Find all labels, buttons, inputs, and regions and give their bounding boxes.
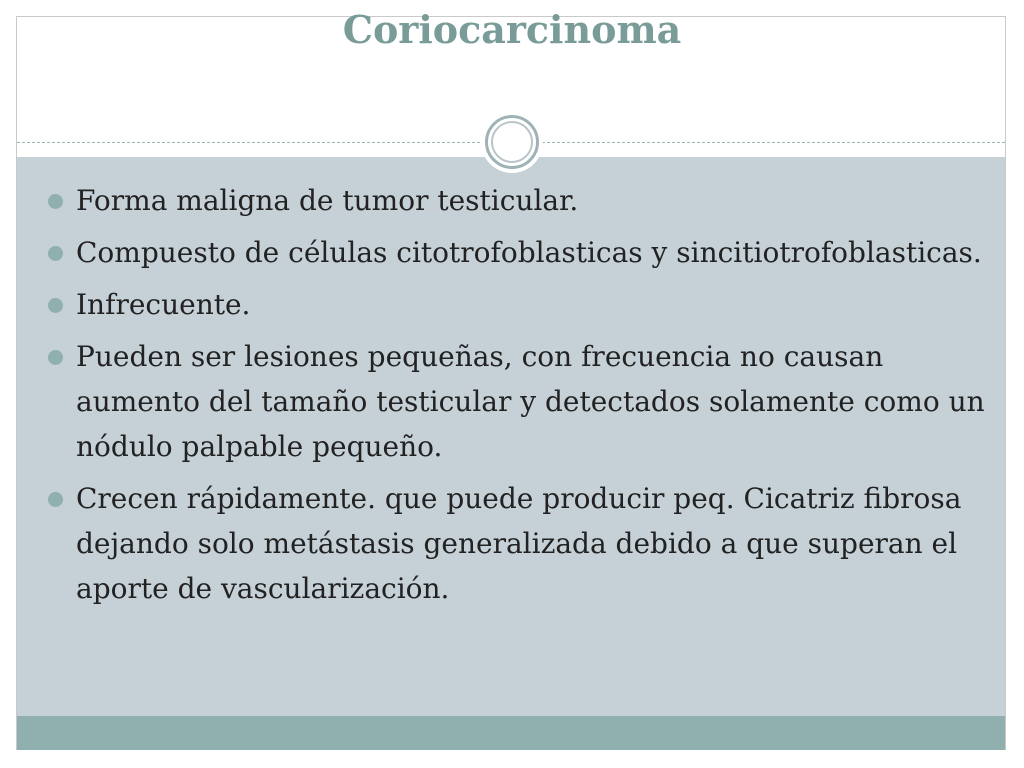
bullet-item — [45, 282, 985, 327]
bullet-text: Forma maligna de tumor testicular. — [76, 184, 579, 217]
bullet-icon — [48, 246, 63, 261]
bullet-icon — [48, 194, 63, 209]
bullet-icon — [48, 350, 63, 365]
bullet-icon — [48, 298, 63, 313]
bullet-text: Crecen rápidamente. que puede producir peq. Cicatriz fibrosa dejando solo metástasis generalizada debido a que superan el aporte de vascularización. — [76, 482, 962, 605]
bullet-item — [45, 230, 985, 275]
circle-ornament-inner-ring — [491, 121, 533, 163]
bullet-list — [45, 178, 985, 618]
bullet-text: Infrecuente. — [76, 288, 251, 321]
bullet-item — [45, 334, 985, 469]
footer-bar — [17, 716, 1005, 750]
bullet-item — [45, 178, 985, 223]
slide-title: Coriocarcinoma — [342, 7, 682, 52]
bullet-item — [45, 476, 985, 611]
bullet-text: Pueden ser lesiones pequeñas, con frecuencia no causan aumento del tamaño testicular y detectados solamente como un nódulo palpable pequeño. — [76, 340, 985, 463]
bullet-text: Compuesto de células citotrofoblasticas y sincitiotrofoblasticas. — [76, 236, 982, 269]
bullet-icon — [48, 492, 63, 507]
